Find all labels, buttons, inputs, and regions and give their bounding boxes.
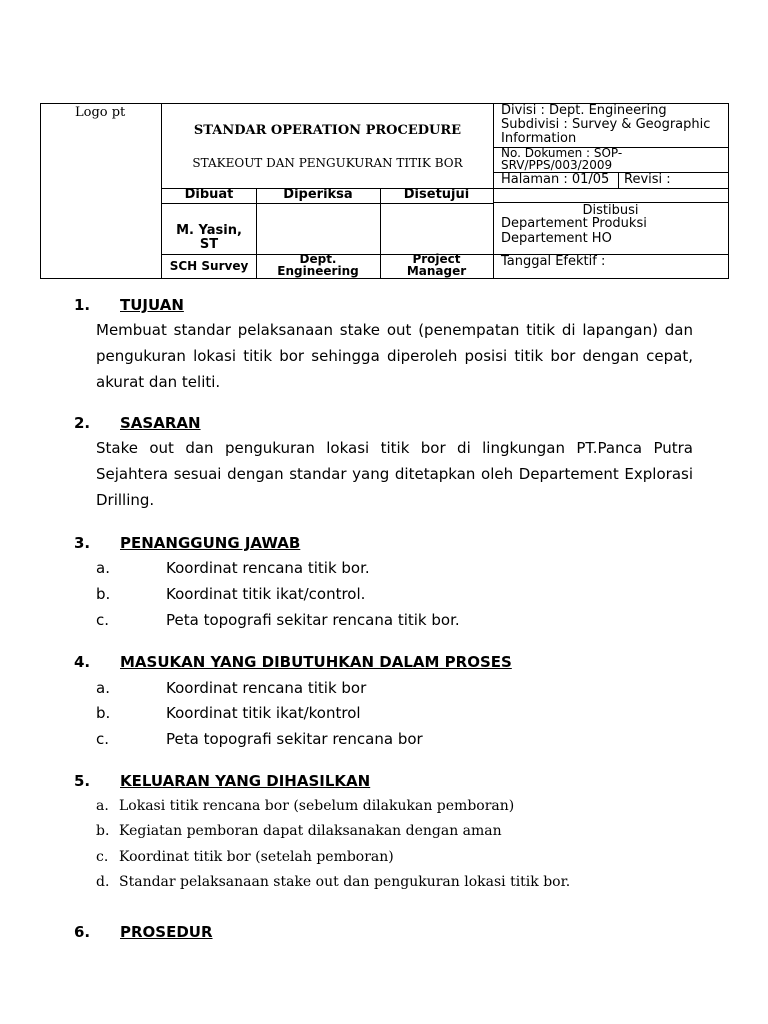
section-number: 5. [74,772,91,790]
list-letter: a. [96,559,110,577]
list-letter: b. [96,823,110,839]
table-divider [618,172,619,188]
diperiksa-header: Diperiksa [283,187,353,202]
subdivisi-label: Subdivisi : Survey & Geographic [501,117,711,132]
halaman-label: Halaman : 01/05 [501,172,610,187]
section-paragraph: Membuat standar pelaksanaan stake out (penempatan titik di lapangan) dan pengukuran lokasi titik bor sehingga diperoleh posisi titik bor dengan cepat, akurat dan teliti. [96,321,693,391]
section-number: 4. [74,653,91,671]
distribusi-item: Departement HO [501,231,612,246]
revisi-label: Revisi : [624,172,671,187]
role-engineering: Engineering [277,264,359,278]
company-logo-placeholder: Logo pt [75,105,126,120]
list-text: Lokasi titik rencana bor (sebelum dilakukan pemboran) [119,798,515,814]
document-header-table [40,103,729,279]
section-number: 3. [74,534,91,552]
role-dept: Dept. [299,252,337,266]
divisi-label: Divisi : Dept. Engineering [501,103,667,118]
list-letter: a. [96,679,110,697]
section-paragraph: Stake out dan pengukuran lokasi titik bor di lingkungan PT.Panca Putra Sejahtera sesuai dengan standar yang ditetapkan oleh Departement Explorasi Drilling. [96,439,693,509]
list-letter: b. [96,704,111,722]
list-letter: d. [96,874,110,890]
section-title: PROSEDUR [120,923,213,941]
dibuat-header: Dibuat [184,187,234,202]
list-text: Koordinat titik bor (setelah pemboran) [119,849,394,865]
list-text: Koordinat rencana titik bor [166,679,367,697]
signer-name-cont: ST [199,237,219,252]
list-letter: c. [96,849,109,865]
list-text: Peta topografi sekitar rencana bor [166,730,423,748]
no-dokumen-value: SRV/PPS/003/2009 [501,158,613,172]
no-dokumen-label: No. Dokumen : SOP- [501,146,623,160]
list-letter: b. [96,585,111,603]
section-number: 6. [74,923,91,941]
table-divider [161,203,494,204]
list-text: Kegiatan pemboran dapat dilaksanakan dengan aman [119,823,502,839]
section-title: SASARAN [120,414,201,432]
list-text: Peta topografi sekitar rencana titik bor. [166,611,460,629]
subdivisi-label-cont: Information [501,131,577,146]
list-letter: c. [96,730,110,748]
document-subtitle: STAKEOUT DAN PENGUKURAN TITIK BOR [192,156,463,170]
distribusi-item: Departement Produksi [501,216,647,231]
list-text: Koordinat rencana titik bor. [166,559,370,577]
list-letter: c. [96,611,110,629]
section-title: PENANGGUNG JAWAB [120,534,301,552]
list-text: Koordinat titik ikat/control. [166,585,366,603]
document-title: STANDAR OPERATION PROCEDURE [193,123,462,138]
section-title: KELUARAN YANG DIHASILKAN [120,772,371,790]
section-number: 1. [74,296,91,314]
list-text: Koordinat titik ikat/kontrol [166,704,361,722]
signer-name: M. Yasin, [176,223,242,238]
disetujui-header: Disetujui [403,187,470,202]
section-number: 2. [74,414,91,432]
role-project: Project [412,252,461,266]
list-text: Standar pelaksanaan stake out dan pengukuran lokasi titik bor. [119,874,571,890]
tanggal-efektif-label: Tanggal Efektif : [501,254,606,269]
section-title: MASUKAN YANG DIBUTUHKAN DALAM PROSES [120,653,512,671]
list-letter: a. [96,798,109,814]
role-manager: Manager [406,264,467,278]
role-sch-survey: SCH Survey [169,259,249,273]
distribusi-label: Distibusi [582,203,639,218]
section-title: TUJUAN [120,296,184,314]
